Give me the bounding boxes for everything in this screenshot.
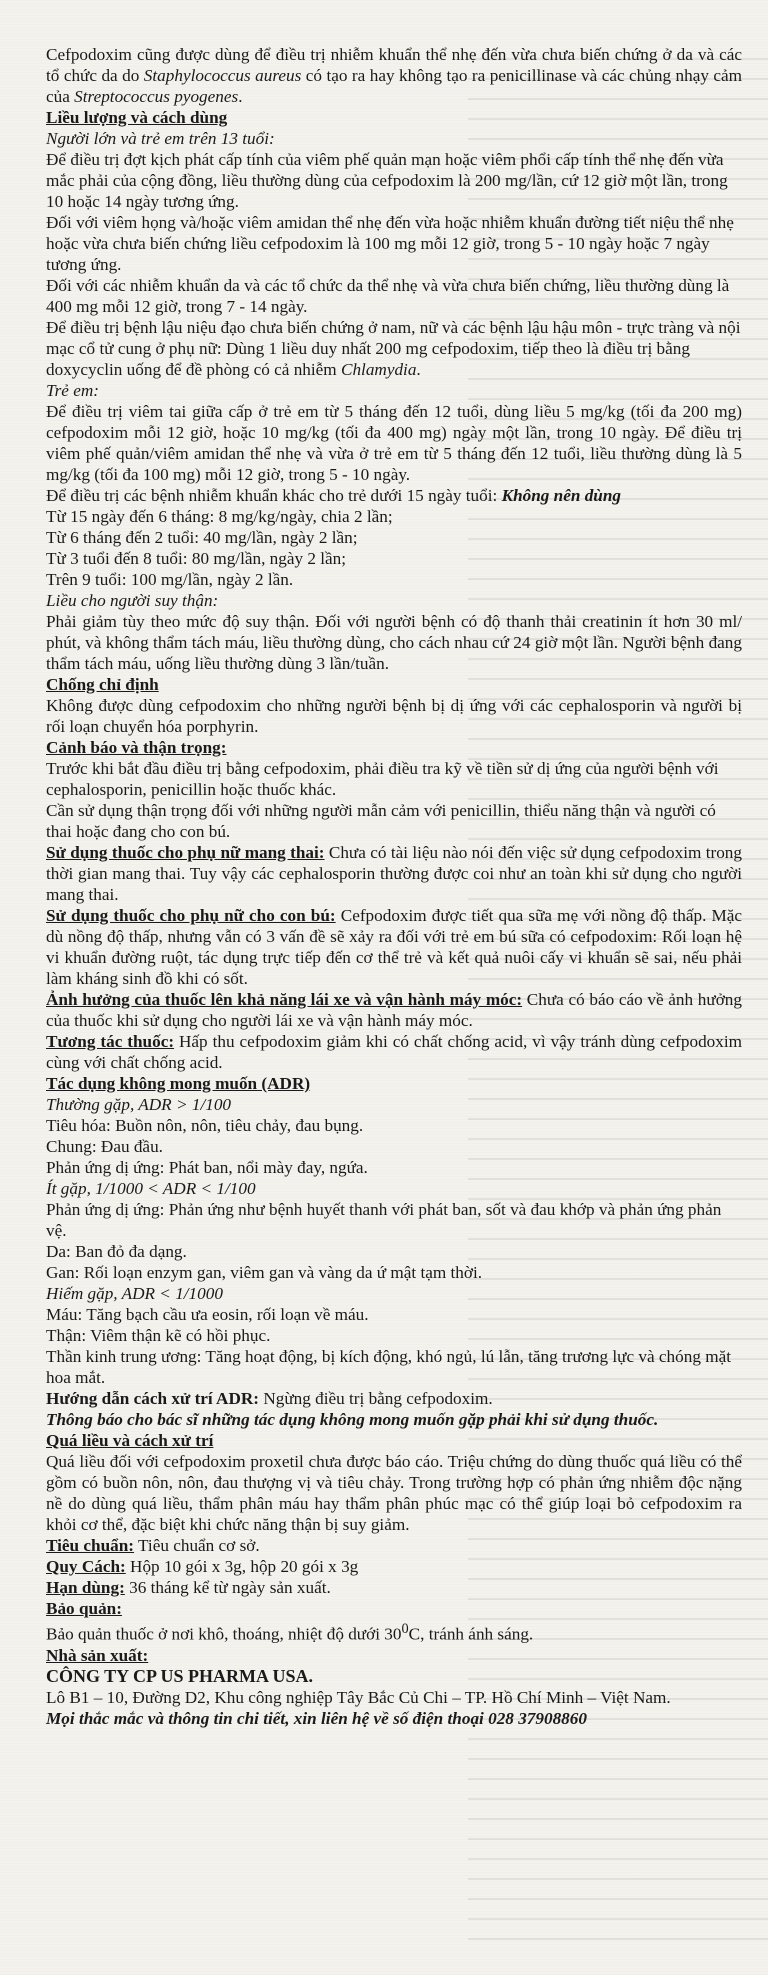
lactation-paragraph [46, 905, 742, 989]
contraindications-text: Không được dùng cefpodoxim cho những người bệnh bị dị ứng với các cephalosporin và người bị rối loạn chuyển hóa porphyrin. [46, 696, 742, 736]
pregnancy-text: Chưa có tài liệu nào nói đến việc sử dụng cefpodoxim trong thời gian mang thai. Tuy vậy các cephalosporin thường được coi như an toàn khi sử dụng cho người mang thai. [46, 843, 742, 904]
manufacturer-heading: Nhà sản xuất: [46, 1645, 149, 1665]
packing-text: Hộp 10 gói x 3g, hộp 20 gói x 3g [125, 1557, 359, 1576]
dosage-paragraph: Phải giảm tùy theo mức độ suy thận. Đối với người bệnh có độ thanh thải creatinin ít hơn 30 ml/ phút, và không thẩm tách máu, liều thường dùng, cho cách nhau cứ 24 giờ một lần. Người bệnh đang thẩm tách máu, uống liều thường dùng 3 lần/tuần. [46, 612, 742, 673]
storage-text [46, 1619, 742, 1645]
dosage-line: Từ 6 tháng đến 2 tuổi: 40 mg/lần, ngày 2 lần; [46, 528, 358, 547]
packing-heading: Quy Cách: [46, 1557, 126, 1576]
storage-text-part: C, tránh ánh sáng. [408, 1624, 534, 1644]
driving-heading: Ảnh hưởng của thuốc lên khả năng lái xe và vận hành máy móc: [46, 990, 523, 1009]
adr-heading: Tác dụng không mong muốn (ADR) [46, 1074, 311, 1093]
overdose-heading: Quá liều và cách xử trí [46, 1431, 214, 1450]
shelf-life-text: 36 tháng kể từ ngày sản xuất. [124, 1578, 331, 1597]
contact-line: Mọi thắc mắc và thông tin chi tiết, xin liên hệ về số điện thoại 028 37908860 [46, 1708, 587, 1728]
dosage-paragraph [46, 485, 742, 506]
organism-name: Staphylococcus aureus [143, 66, 302, 85]
warnings-text: Trước khi bắt đầu điều trị bằng cefpodoxim, phải điều tra kỹ về tiền sử dị ứng của người bệnh với cephalosporin, penicillin hoặc thuốc khác. [46, 759, 719, 799]
intro-paragraph [46, 44, 742, 107]
renal-subheading: Liều cho người suy thận: [46, 591, 219, 610]
adr-management [46, 1388, 742, 1409]
adr-management-text: Ngừng điều trị bằng cefpodoxim. [259, 1389, 493, 1408]
intro-text: . [238, 87, 243, 106]
standard-heading: Tiêu chuẩn: [46, 1536, 135, 1555]
overdose-text: Quá liều đối với cefpodoxim proxetil chưa được báo cáo. Triệu chứng do dùng thuốc quá liều có thể gồm có buồn nôn, nôn, đau thượng vị và tiêu chảy. Trong trường hợp có phản ứng nhiễm độc nặng nề do dùng quá liều, thẩm phân máu hay thẩm phân phúc mạc có thể giúp loại bỏ cefpodoxim ra khỏi cơ thể, đặc biệt khi chức năng thận bị suy giảm. [46, 1452, 742, 1534]
interactions-paragraph [46, 1031, 742, 1073]
not-recommended-note: Không nên dùng [501, 486, 622, 505]
storage-heading: Bảo quản: [46, 1599, 122, 1618]
organism-name: Chlamydia [340, 360, 417, 379]
intro-text: có tạo ra hay không tạo ra penicillinase và các chủng nhạy cảm của [46, 66, 743, 106]
dosage-text: . [416, 360, 421, 379]
shelf-life-heading: Hạn dùng: [46, 1578, 125, 1597]
adr-line: Thận: Viêm thận kẽ có hồi phục. [46, 1326, 271, 1345]
dosage-line: Từ 3 tuổi đến 8 tuổi: 80 mg/lần, ngày 2 lần; [46, 549, 347, 568]
dosage-heading: Liều lượng và cách dùng [46, 108, 228, 127]
adults-subheading: Người lớn và trẻ em trên 13 tuổi: [46, 129, 275, 148]
interactions-text: Hấp thu cefpodoxim giảm khi có chất chống acid, vì vậy tránh dùng cefpodoxim cùng với chất chống acid. [46, 1032, 742, 1072]
adr-rare-heading: Hiếm gặp, ADR < 1/1000 [46, 1284, 223, 1303]
adr-line: Da: Ban đỏ đa dạng. [46, 1242, 187, 1261]
dosage-line: Từ 15 ngày đến 6 tháng: 8 mg/kg/ngày, chia 2 lần; [46, 507, 393, 526]
lactation-text: Cefpodoxim được tiết qua sữa mẹ với nồng độ thấp. Mặc dù nồng độ thấp, nhưng vẫn có 3 vấn đề sẽ xảy ra đối với trẻ em bú sữa có cefpodoxim: Rối loạn hệ vi khuẩn đường ruột, tác dụng trực tiếp đến cơ thể trẻ và kết quả nuôi cấy vi khuẩn sẽ sai, nếu phải làm kháng sinh đồ khi có sốt. [46, 906, 742, 988]
adr-uncommon-heading: Ít gặp, 1/1000 < ADR < 1/100 [46, 1179, 256, 1198]
adr-notify-note: Thông báo cho bác sĩ những tác dụng không mong muốn gặp phải khi sử dụng thuốc. [46, 1410, 659, 1429]
standard-text: Tiêu chuẩn cơ sở. [134, 1536, 260, 1555]
manufacturer-address: Lô B1 – 10, Đường D2, Khu công nghiệp Tây Bắc Củ Chi – TP. Hồ Chí Minh – Việt Nam. [46, 1687, 671, 1707]
adr-common-heading: Thường gặp, ADR > 1/100 [46, 1095, 232, 1114]
warnings-text: Cần sử dụng thận trọng đối với những người mẫn cảm với penicillin, thiểu năng thận và người có thai hoặc đang cho con bú. [46, 801, 716, 841]
leaflet-text [46, 44, 742, 1729]
warnings-heading: Cảnh báo và thận trọng: [46, 738, 227, 757]
adr-line: Thần kinh trung ương: Tăng hoạt động, bị kích động, khó ngủ, lú lẫn, tăng trương lực và chóng mặt hoa mắt. [46, 1347, 731, 1387]
adr-line: Gan: Rối loạn enzym gan, viêm gan và vàng da ứ mật tạm thời. [46, 1263, 483, 1282]
driving-paragraph [46, 989, 742, 1031]
dosage-paragraph: Đối với các nhiễm khuẩn da và các tổ chức da thể nhẹ và vừa chưa biến chứng, liều thường dùng là 400 mg mỗi 12 giờ, trong 7 - 14 ngày. [46, 276, 730, 316]
adr-line: Phản ứng dị ứng: Phát ban, nổi mày đay, ngứa. [46, 1158, 368, 1177]
packing-line [46, 1556, 742, 1577]
pregnancy-paragraph [46, 842, 742, 905]
dosage-text: Để điều trị bệnh lậu niệu đạo chưa biến chứng ở nam, nữ và các bệnh lậu hậu môn - trực tràng và nội mạc cổ tử cung ở phụ nữ: Dùng 1 liều duy nhất 200 mg cefpodoxim, tiếp theo là điều trị bằng doxycyclin uống để đề phòng có cả nhiễm [46, 318, 741, 379]
organism-name: Streptococcus pyogenes [74, 87, 239, 106]
manufacturer-name: CÔNG TY CP US PHARMA USA. [46, 1665, 314, 1686]
interactions-heading: Tương tác thuốc: [46, 1032, 175, 1051]
dosage-paragraph: Đối với viêm họng và/hoặc viêm amidan thể nhẹ đến vừa hoặc nhiễm khuẩn đường tiết niệu thể nhẹ hoặc vừa chưa biến chứng liều cefpodoxim là 100 mg mỗi 12 giờ, trong 5 - 10 ngày hoặc 7 ngày tương ứng. [46, 213, 734, 274]
storage-text-part: Bảo quản thuốc ở nơi khô, thoáng, nhiệt độ dưới 30 [46, 1624, 402, 1644]
driving-text: Chưa có báo cáo về ảnh hưởng của thuốc khi sử dụng cho người lái xe và vận hành máy móc. [46, 990, 742, 1030]
children-subheading: Trẻ em: [46, 381, 99, 400]
standard-line [46, 1535, 742, 1556]
dosage-line: Trên 9 tuổi: 100 mg/lần, ngày 2 lần. [46, 570, 294, 589]
pregnancy-heading: Sử dụng thuốc cho phụ nữ mang thai: [46, 843, 325, 862]
contraindications-heading: Chống chỉ định [46, 675, 159, 694]
dosage-paragraph [46, 317, 742, 380]
dosage-paragraph: Để điều trị viêm tai giữa cấp ở trẻ em từ 5 tháng đến 12 tuổi, dùng liều 5 mg/kg (tối đa 200 mg) cefpodoxim mỗi 12 giờ, hoặc 10 mg/kg (tối đa 400 mg) ngày một lần, trong 10 ngày. Để điều trị viêm phế quản/viêm amidan thể nhẹ và vừa ở trẻ em từ 5 tháng đến 12 tuổi, liều thường dùng là 5 mg/kg (tối đa 100 mg) mỗi 12 giờ, trong 5 - 10 ngày. [46, 402, 742, 484]
dosage-paragraph: Để điều trị đợt kịch phát cấp tính của viêm phế quản mạn hoặc viêm phổi cấp tính thể nhẹ đến vừa mắc phải của cộng đồng, liều thường dùng của cefpodoxim là 200 mg/lần, cứ 12 giờ một lần, trong 10 hoặc 14 ngày tương ứng. [46, 150, 728, 211]
adr-line: Phản ứng dị ứng: Phản ứng như bệnh huyết thanh với phát ban, sốt và đau khớp và phản ứng phản vệ. [46, 1200, 722, 1240]
shelf-life-line [46, 1577, 742, 1598]
adr-line: Tiêu hóa: Buồn nôn, nôn, tiêu chảy, đau bụng. [46, 1116, 364, 1135]
adr-management-label: Hướng dẫn cách xử trí ADR: [46, 1389, 260, 1408]
degree-superscript: 0 [401, 1621, 409, 1637]
adr-line: Máu: Tăng bạch cầu ưa eosin, rối loạn về máu. [46, 1305, 369, 1324]
adr-line: Chung: Đau đầu. [46, 1137, 163, 1156]
lactation-heading: Sử dụng thuốc cho phụ nữ cho con bú: [46, 906, 336, 925]
intro-text: Cefpodoxim cũng được dùng để điều trị nhiễm khuẩn thể nhẹ đến vừa chưa biến chứng ở da và các tổ chức da do [46, 45, 742, 85]
dosage-text: Để điều trị các bệnh nhiễm khuẩn khác cho trẻ dưới 15 ngày tuổi: [46, 486, 502, 505]
